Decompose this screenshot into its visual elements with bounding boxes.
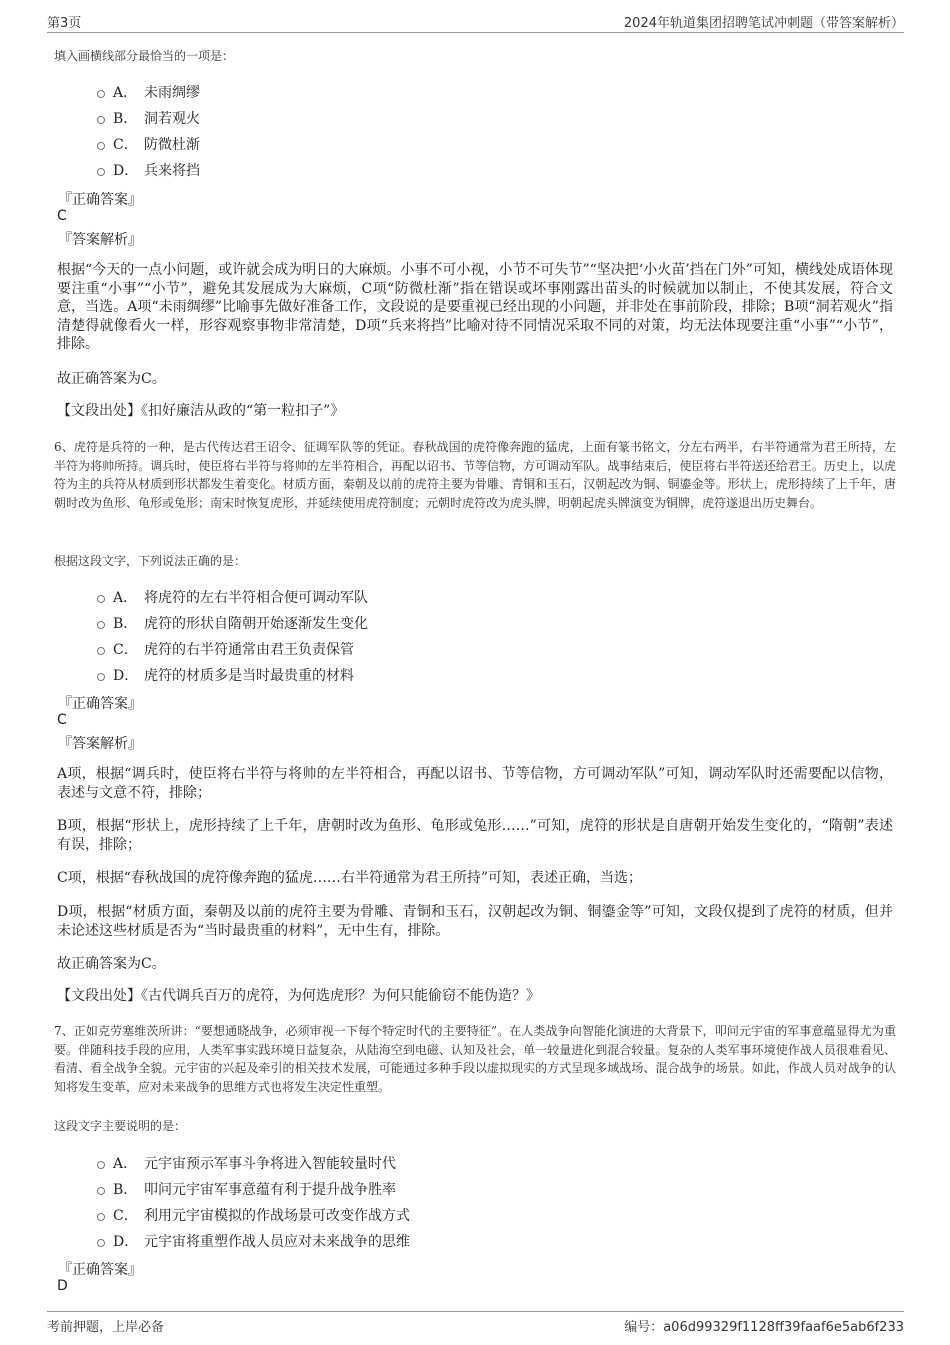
radio-icon[interactable] (97, 673, 105, 681)
radio-icon[interactable] (97, 647, 105, 655)
option-letter: C． (113, 642, 138, 658)
q6-analysis-a: A项，根据“调兵时，使臣将右半符与将帅的左半符相合，再配以诏书、节等信物，方可调动军队”可知，调动军队时还需要配以信物，表述与文意不符，排除； (57, 766, 893, 801)
radio-icon[interactable] (97, 621, 105, 629)
q5-conclusion: 故正确答案为C。 (57, 371, 166, 387)
q5-correct-answer-label: 『正确答案』 (58, 192, 142, 208)
document-code: 编号：a06d99329f1128ff39faaf6e5ab6f233 (624, 1320, 904, 1335)
option-letter: C． (113, 1208, 138, 1224)
q7-option-b[interactable] (97, 1179, 396, 1199)
q6-option-c[interactable] (97, 639, 354, 659)
q6-option-b[interactable] (97, 613, 368, 633)
radio-icon[interactable] (97, 90, 105, 98)
q6-option-a[interactable] (97, 587, 368, 607)
q6-analysis-b: B项，根据“形状上，虎形持续了上千年，唐朝时改为鱼形、龟形或兔形……”可知，虎符的形状是自唐朝开始发生变化的，“隋朝”表述有误，排除； (57, 818, 893, 853)
q7-option-c[interactable] (97, 1205, 410, 1225)
q6-source: 【文段出处】《古代调兵百万的虎符，为何选虎形？为何只能偷窃不能伪造？》 (57, 988, 540, 1004)
radio-icon[interactable] (97, 1239, 105, 1247)
option-text: 利用元宇宙模拟的作战场景可改变作战方式 (144, 1208, 410, 1224)
q6-stem: 根据这段文字，下列说法正确的是： (54, 554, 247, 568)
option-text: 虎符的材质多是当时最贵重的材料 (144, 668, 354, 684)
option-text: 未雨绸缪 (144, 85, 200, 101)
option-text: 兵来将挡 (144, 163, 200, 179)
document-title: 2024年轨道集团招聘笔试冲刺题（带答案解析） (623, 16, 904, 31)
page-footer (47, 1311, 904, 1338)
q7-correct-answer-label: 『正确答案』 (58, 1262, 142, 1278)
option-letter: B． (113, 1182, 138, 1198)
radio-icon[interactable] (97, 1187, 105, 1195)
option-letter: B． (113, 616, 138, 632)
q6-correct-answer-label: 『正确答案』 (58, 696, 142, 712)
q6-analysis-d: D项，根据“材质方面，秦朝及以前的虎符主要为骨雕、青铜和玉石，汉朝起改为铜、铜鎏金等”可知，文段仅提到了虎符的材质，但并未论述这些材质是否为“当时最贵重的材料”，无中生有，排除。 (57, 904, 893, 939)
option-text: 将虎符的左右半符相合便可调动军队 (144, 590, 368, 606)
page-header (47, 10, 904, 33)
q7-passage: 7、正如克劳塞维茨所讲：“要想通晓战争，必须审视一下每个特定时代的主要特征”。在人类战争向智能化演进的大背景下，叩问元宇宙的军事意蕴显得尤为重要。伴随科技手段的应用，人类军事实践环境日益复杂，从陆海空到电磁、认知及社会，单一较量进化到混合较量。复杂的人类军事环境使作战人员很难看见、看清、看全战争全貌。元宇宙的兴起及牵引的相关技术发展，可能通过多种手段以虚拟现实的方式呈现多域战场、混合战争的场景。如此，作战人员对战争的认知将发生变革，应对未来战争的思维方式也将发生决定性重塑。 (54, 1024, 896, 1094)
q5-stem: 填入画横线部分最恰当的一项是： (54, 49, 235, 63)
radio-icon[interactable] (97, 595, 105, 603)
footer-slogan: 考前押题，上岸必备 (47, 1320, 165, 1335)
q7-option-a[interactable] (97, 1153, 396, 1173)
q5-analysis-text: 根据“今天的一点小问题，或许就会成为明日的大麻烦。小事不可小视，小节不可失节”“坚决把‘小火苗’挡在门外”可知，横线处成语体现要注重“小事”“小节”，避免其发展成为大麻烦，C项“防微杜渐”指在错误或坏事刚露出苗头的时候就加以制止，不使其发展，符合文意，当选。A项“未雨绸缪”比喻事先做好准备工作，文段说的是要重视已经出现的小问题，并非处在事前阶段，排除；B项“洞若观火”指清楚得就像看火一样，形容观察事物非常清楚，D项“兵来将挡”比喻对待不同情况采取不同的对策，均无法体现要注重“小事”“小节”，排除。 (57, 262, 893, 353)
q6-answer: C (57, 712, 67, 728)
page-number: 第3页 (47, 16, 82, 31)
q5-answer: C (57, 208, 67, 224)
option-letter: A． (113, 590, 138, 606)
radio-icon[interactable] (97, 142, 105, 150)
radio-icon[interactable] (97, 116, 105, 124)
q5-analysis-label: 『答案解析』 (58, 232, 142, 248)
option-text: 洞若观火 (144, 111, 200, 127)
option-letter: D． (113, 668, 139, 684)
option-letter: C． (113, 137, 138, 153)
q6-analysis-c: C项，根据“春秋战国的虎符像奔跑的猛虎……右半符通常为君王所持”可知，表述正确，当选； (57, 870, 643, 886)
q6-analysis-label: 『答案解析』 (58, 736, 142, 752)
q6-option-d[interactable] (97, 665, 354, 685)
q6-conclusion: 故正确答案为C。 (57, 956, 166, 972)
option-text: 虎符的右半符通常由君王负责保管 (144, 642, 354, 658)
option-letter: B． (113, 111, 138, 127)
radio-icon[interactable] (97, 1161, 105, 1169)
option-letter: A． (113, 85, 138, 101)
option-letter: A． (113, 1156, 138, 1172)
option-text: 元宇宙预示军事斗争将进入智能较量时代 (144, 1156, 396, 1172)
option-text: 防微杜渐 (144, 137, 200, 153)
option-letter: D． (113, 163, 139, 179)
radio-icon[interactable] (97, 1213, 105, 1221)
q5-option-a[interactable] (97, 82, 200, 102)
q7-stem: 这段文字主要说明的是： (54, 1119, 187, 1133)
q6-passage: 6、虎符是兵符的一种，是古代传达君王诏令、征调军队等的凭证。春秋战国的虎符像奔跑的猛虎，上面有篆书铭文，分左右两半，右半符通常为君王所持，左半符为将帅所持。调兵时，使臣将右半符与将帅的左半符相合，再配以诏书、节等信物，方可调动军队。战事结束后，使臣将右半符送还给君王。历史上，以虎符为主的兵符从材质到形状都发生着变化。材质方面，秦朝及以前的虎符主要为骨雕、青铜和玉石，汉朝起改为铜、铜鎏金等。形状上，虎形持续了上千年，唐朝时改为鱼形、龟形或兔形；南宋时恢复虎形，并延续使用虎符制度；元朝时虎符改为虎头牌，明朝起虎头牌演变为铜牌，虎符遂退出历史舞台。 (54, 440, 896, 510)
option-letter: D． (113, 1234, 139, 1250)
q5-option-b[interactable] (97, 108, 200, 128)
q7-answer: D (57, 1278, 68, 1294)
option-text: 叩问元宇宙军事意蕴有利于提升战争胜率 (144, 1182, 396, 1198)
option-text: 元宇宙将重塑作战人员应对未来战争的思维 (144, 1234, 410, 1250)
q5-option-c[interactable] (97, 134, 200, 154)
option-text: 虎符的形状自隋朝开始逐渐发生变化 (144, 616, 368, 632)
q5-source: 【文段出处】《扣好廉洁从政的“第一粒扣子”》 (57, 403, 345, 419)
q5-option-d[interactable] (97, 160, 200, 180)
q7-option-d[interactable] (97, 1231, 410, 1251)
radio-icon[interactable] (97, 168, 105, 176)
